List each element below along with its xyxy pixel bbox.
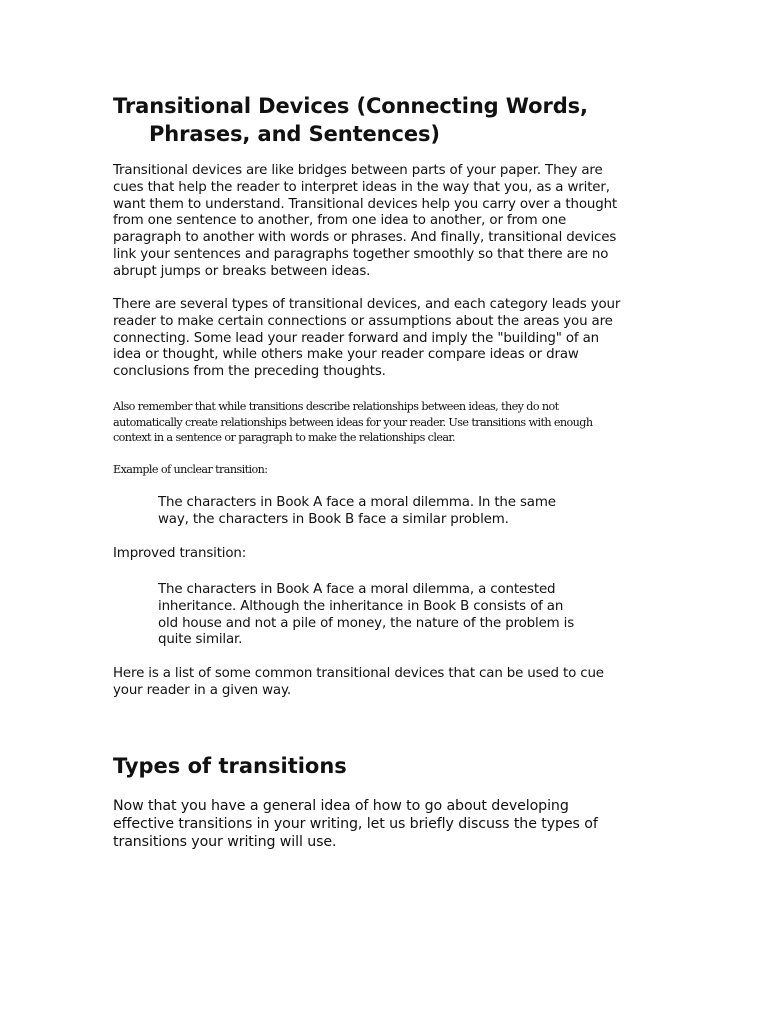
section-intro-line: transitions your writing will use. bbox=[113, 834, 337, 851]
section-intro-paragraph bbox=[113, 797, 598, 852]
improved-example-line: The characters in Book A face a moral dilemma, a contested bbox=[158, 582, 556, 597]
unclear-example-line: way, the characters in Book B face a similar problem. bbox=[158, 511, 509, 527]
section-intro-line: Now that you have a general idea of how to go about developing bbox=[113, 798, 569, 814]
page-title bbox=[113, 92, 673, 148]
types-line: reader to make certain connections or assumptions about the areas you are bbox=[113, 313, 613, 329]
list-intro-line: your reader in a given way. bbox=[113, 682, 291, 698]
intro-line: from one sentence to another, from one idea to another, or from one bbox=[113, 213, 567, 229]
remember-line: automatically create relationships between ideas for your reader. Use transitions with enough bbox=[113, 415, 593, 429]
intro-line: abrupt jumps or breaks between ideas. bbox=[113, 263, 371, 279]
unclear-example bbox=[158, 495, 556, 529]
improved-example bbox=[158, 582, 574, 649]
intro-line: cues that help the reader to interpret ideas in the way that you, as a writer, bbox=[113, 179, 610, 195]
intro-line: link your sentences and paragraphs together smoothly so that there are no bbox=[113, 246, 609, 262]
types-line: conclusions from the preceding thoughts. bbox=[113, 364, 386, 380]
improved-label: Improved transition: bbox=[113, 546, 247, 561]
types-line: idea or thought, while others make your reader compare ideas or draw bbox=[113, 347, 579, 363]
remember-line: context in a sentence or paragraph to make the relationships clear. bbox=[113, 431, 455, 445]
improved-example-line: old house and not a pile of money, the nature of the problem is bbox=[158, 615, 575, 631]
page-title-line-2: Phrases, and Sentences) bbox=[149, 122, 440, 146]
intro-line: paragraph to another with words or phrases. And finally, transitional devices bbox=[113, 230, 617, 246]
list-intro-paragraph bbox=[113, 666, 604, 700]
types-paragraph bbox=[113, 297, 620, 381]
intro-line: want them to understand. Transitional devices help you carry over a thought bbox=[113, 196, 618, 212]
unclear-example-line: The characters in Book A face a moral dilemma. In the same bbox=[158, 495, 556, 510]
remember-paragraph bbox=[113, 399, 592, 446]
page-title-line-1: Transitional Devices (Connecting Words, bbox=[113, 94, 588, 118]
types-line: There are several types of transitional devices, and each category leads your bbox=[113, 297, 621, 312]
list-intro-line: Here is a list of some common transitional devices that can be used to cue bbox=[113, 666, 604, 681]
remember-line: Also remember that while transitions describe relationships between ideas, they do not bbox=[113, 400, 559, 413]
improved-example-line: inheritance. Although the inheritance in Book B consists of an bbox=[158, 598, 564, 614]
intro-paragraph bbox=[113, 163, 617, 281]
section-heading: Types of transitions bbox=[113, 754, 347, 778]
intro-line: Transitional devices are like bridges between parts of your paper. They are bbox=[113, 163, 603, 178]
improved-example-line: quite similar. bbox=[158, 632, 243, 648]
unclear-label: Example of unclear transition: bbox=[113, 463, 268, 476]
types-line: connecting. Some lead your reader forward and imply the "building" of an bbox=[113, 330, 599, 346]
section-intro-line: effective transitions in your writing, let us briefly discuss the types of bbox=[113, 816, 598, 833]
